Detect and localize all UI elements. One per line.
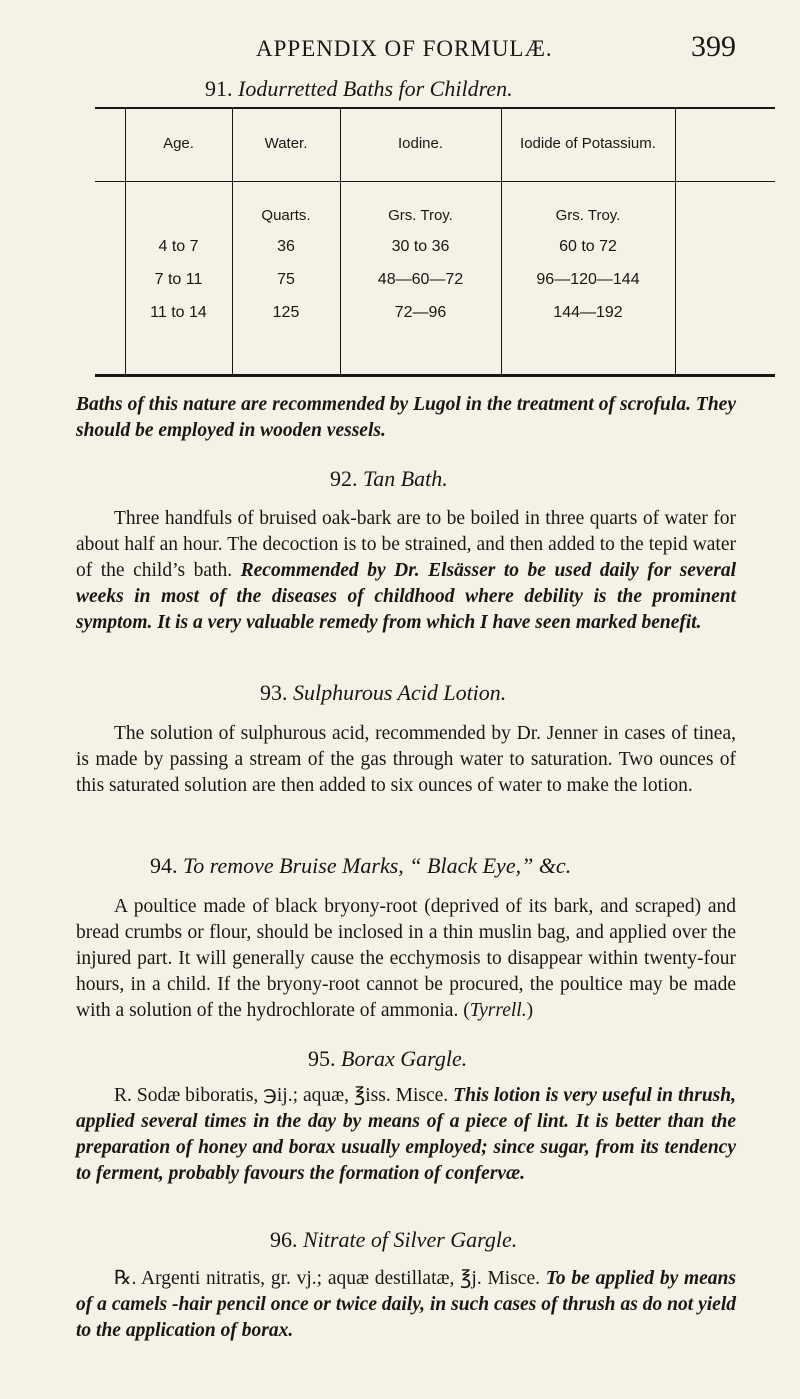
table-cell: 30 to 36 [391, 238, 450, 255]
table-cell: 144—192 [553, 304, 623, 321]
section-91-heading [205, 76, 513, 102]
table-header-rule [95, 181, 775, 182]
header-water: Water. [264, 135, 308, 152]
table-column-rule [675, 109, 676, 374]
unit-iodine: Grs. Troy. [388, 207, 453, 224]
table-cell: 36 [277, 238, 295, 255]
body-text: Three handfuls of bruised oak-bark are to be boiled in three quarts of water for about half an hour. The decoction is to be strained, and then added to the tepid water of the child’s bath. [76, 508, 736, 581]
section-96-text [76, 1266, 736, 1344]
section-title: Borax Gargle. [341, 1046, 468, 1071]
section-91-note: Baths of this nature are recommended by Lugol in the treatment of scrofula. They should be employed in wooden vessels. [76, 394, 736, 441]
citation: Tyrrell. [469, 1000, 527, 1021]
table-top-rule [95, 107, 775, 109]
section-number: 91. [205, 76, 233, 101]
header-iodide: Iodide of Potassium. [520, 135, 656, 152]
table-cell: 60 to 72 [559, 238, 617, 255]
italic-text: Recommended by Dr. Elsässer to be used daily for several weeks in most of the diseases of childhood where debility is the prominent symptom. It is a very valuable remedy from which I have seen marked benefit. [76, 560, 737, 633]
page-number: 399 [691, 30, 736, 63]
section-number: 93. [260, 680, 288, 705]
section-95-text [76, 1083, 736, 1187]
section-94-text [76, 894, 736, 1024]
section-title: Nitrate of Silver Gargle. [303, 1227, 518, 1252]
running-title: APPENDIX OF FORMULÆ. [256, 36, 553, 61]
body-text: ) [526, 1000, 534, 1021]
body-text: R. Sodæ biboratis, ℈ij.; aquæ, ℥iss. Misce. [114, 1085, 449, 1106]
unit-iodide: Grs. Troy. [555, 207, 621, 224]
unit-water: Quarts. [261, 207, 311, 224]
italic-text: This lotion is very useful in thrush, applied several times in the day by means of a piece of lint. It is better than the preparation of honey and borax usually employed; since sugar, from its tendency to ferment, probably favours the formation of confervæ. [76, 1085, 736, 1184]
section-number: 96. [270, 1227, 298, 1252]
table-cell: 4 to 7 [158, 238, 199, 255]
section-title: Tan Bath. [363, 466, 448, 491]
table-cell: 72—96 [394, 304, 447, 321]
section-94-heading [150, 853, 571, 879]
section-92-heading [330, 466, 448, 492]
section-92-text [76, 506, 736, 636]
section-number: 92. [330, 466, 358, 491]
header-iodine: Iodine. [397, 135, 444, 152]
running-head [76, 30, 736, 70]
table-cell: 96—120—144 [536, 271, 640, 288]
table-cell: 11 to 14 [150, 304, 207, 321]
table-cell: 48—60—72 [377, 271, 464, 288]
iodine-bath-table [95, 107, 775, 377]
table-cell: 125 [272, 304, 300, 321]
table-cell: 7 to 11 [154, 271, 203, 288]
section-93-heading [260, 680, 506, 706]
section-number: 95. [308, 1046, 336, 1071]
section-96-heading [270, 1227, 517, 1253]
table-bottom-rule [95, 374, 775, 377]
section-number: 94. [150, 853, 178, 878]
table-cell: 75 [277, 271, 295, 288]
body-text: A poultice made of black bryony-root (deprived of its bark, and scraped) and bread crumbs or flour, should be inclosed in a thin muslin bag, and applied over the injured part. It will generally cause the ecchymosis to disappear within twenty-four hours, in a child. If the bryony-root cannot be procured, the poultice may be made with a solution of the hydrochlorate of ammonia. ( [76, 896, 736, 1021]
italic-text: To be applied by means of a camels -hair pencil once or twice daily, in such cases of thrush as do not yield to the application of borax. [76, 1268, 736, 1341]
section-95-heading [308, 1046, 467, 1072]
section-title: To remove Bruise Marks, “ Black Eye,” &c. [183, 853, 572, 878]
section-title: Sulphurous Acid Lotion. [293, 680, 507, 705]
section-title: Iodurretted Baths for Children. [238, 76, 513, 101]
body-text: ℞. Argenti nitratis, gr. vj.; aquæ destillatæ, ℥j. Misce. [114, 1268, 540, 1289]
section-93-text: The solution of sulphurous acid, recommended by Dr. Jenner in cases of tinea, is made by passing a stream of the gas through water to saturation. Two ounces of this saturated solution are then added to six ounces of water to make the lotion. [76, 723, 736, 796]
header-age: Age. [163, 135, 194, 152]
